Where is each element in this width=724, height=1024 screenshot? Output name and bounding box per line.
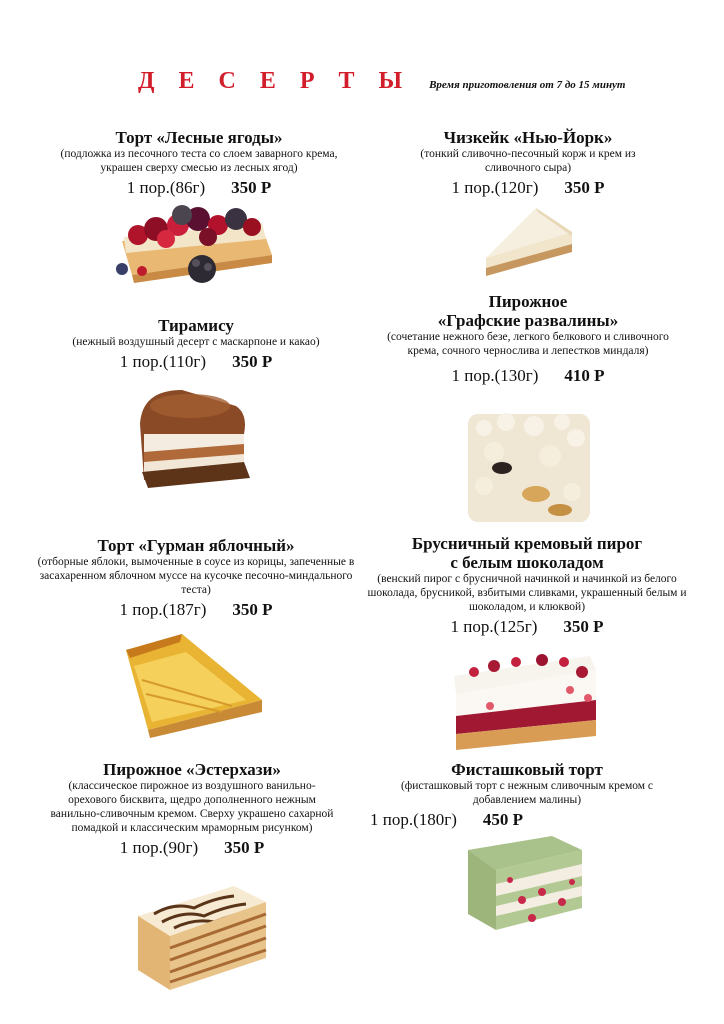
- item-name-line2: с белым шоколадом: [450, 553, 604, 572]
- item-price-line: [366, 617, 688, 637]
- item-price-line: [366, 810, 688, 830]
- item-price: 350 Р: [232, 352, 273, 371]
- item-portion: 1 пор.(180г): [370, 810, 457, 829]
- menu-item-count-ruins: [372, 292, 684, 386]
- item-description: (сочетание нежного безе, легкого белкового и сливочного крема, сочного чернослива и лепестков миндаля): [387, 331, 669, 357]
- item-price: 350 Р: [231, 178, 272, 197]
- menu-item-esterhazy: [34, 760, 350, 858]
- page-title: Д Е С Е Р Т Ы: [138, 68, 412, 94]
- menu-item-cheesecake: [372, 128, 684, 198]
- pistachio-cake-image: [462, 830, 586, 934]
- item-name: Брусничный кремовый пирог: [411, 534, 643, 553]
- item-price-line: [372, 178, 684, 198]
- item-price: 350 Р: [564, 178, 605, 197]
- item-description: (подложка из песочного теста со слоем заварного крема, украшен сверху смесью из лесных ягод): [60, 148, 338, 174]
- item-name: Тирамису: [158, 316, 234, 335]
- item-price: 410 Р: [564, 366, 605, 385]
- item-portion: 1 пор.(125г): [450, 617, 538, 636]
- item-description: (венский пирог с брусничной начинкой и начинкой из белого шоколада, брусникой, взбитыми сливками, украшенный белым и шоколадом, и клюквой): [367, 573, 687, 613]
- menu-item-lingonberry-pie: [366, 534, 688, 637]
- menu-item-apple-gourmet: [34, 536, 358, 620]
- menu-header: [138, 68, 626, 95]
- item-name: Фисташковый торт: [451, 760, 603, 779]
- item-price-line: [34, 838, 350, 858]
- item-portion: 1 пор.(90г): [119, 838, 199, 857]
- item-price: 350 Р: [224, 838, 265, 857]
- item-description: (тонкий сливочно-песочный корж и крем из сливочного сыра): [420, 148, 636, 174]
- cooking-time-note: Время приготовления от 7 до 15 минут: [429, 79, 626, 91]
- item-portion: 1 пор.(110г): [119, 352, 207, 371]
- item-name: Пирожное «Эстерхази»: [103, 760, 281, 779]
- cheesecake-image: [480, 206, 576, 278]
- item-portion: 1 пор.(187г): [119, 600, 207, 619]
- item-portion: 1 пор.(86г): [126, 178, 206, 197]
- item-price: 350 Р: [232, 600, 273, 619]
- esterhazy-cake-image: [134, 882, 270, 992]
- item-price: 350 Р: [563, 617, 604, 636]
- item-description: (фисташковый торт с нежным сливочным кремом с добавлением малины): [400, 780, 654, 806]
- item-description: (отборные яблоки, вымоченные в соусе из корицы, запеченные в засахаренном яблочном муссе на кусочке песочно-миндального теста): [37, 556, 355, 596]
- tiramisu-image: [132, 384, 256, 490]
- count-ruins-cake-image: [464, 408, 594, 528]
- item-portion: 1 пор.(130г): [451, 366, 539, 385]
- item-price-line: [372, 366, 684, 386]
- item-name: Чизкейк «Нью-Йорк»: [443, 128, 613, 147]
- item-name: Пирожное: [488, 292, 568, 311]
- lingonberry-pie-image: [450, 650, 600, 752]
- forest-berries-cake-image: [112, 205, 280, 293]
- menu-item-pistachio-cake: [366, 760, 688, 830]
- apple-gourmet-cake-image: [122, 630, 266, 738]
- item-price-line: [38, 178, 360, 198]
- item-description: (нежный воздушный десерт с маскарпоне и какао): [72, 336, 320, 348]
- item-portion: 1 пор.(120г): [451, 178, 539, 197]
- item-description: (классическое пирожное из воздушного ванильно-орехового бисквита, щедро дополненного нежным ванильно-сливочным кремом. Сверху украшено сахарной помадкой и классическим мраморным рисунком): [50, 780, 334, 834]
- item-name: Торт «Лесные ягоды»: [115, 128, 283, 147]
- menu-item-forest-berries: [38, 128, 360, 198]
- item-price-line: [34, 600, 358, 620]
- item-name-line2: «Графские развалины»: [437, 311, 619, 330]
- item-price: 450 Р: [482, 810, 524, 829]
- item-price-line: [38, 352, 354, 372]
- item-name: Торт «Гурман яблочный»: [97, 536, 295, 555]
- menu-item-tiramisu: [38, 316, 354, 372]
